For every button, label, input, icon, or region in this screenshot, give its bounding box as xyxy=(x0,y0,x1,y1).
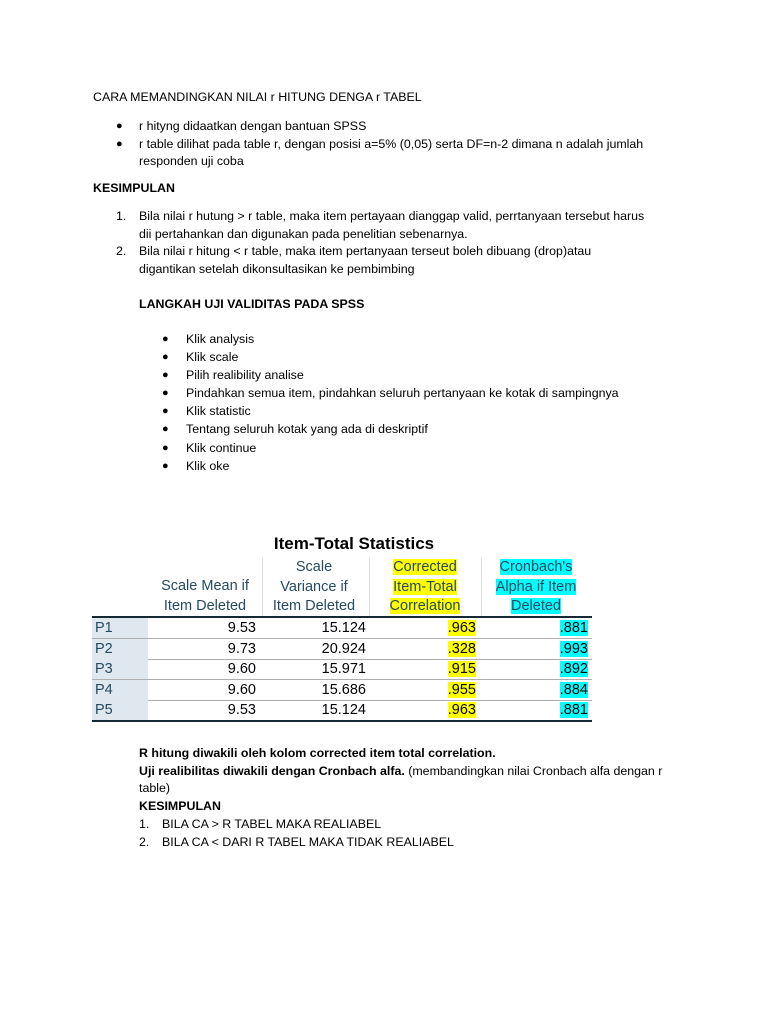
header-line-highlight: Deleted xyxy=(511,598,561,614)
row-label: P3 xyxy=(92,659,148,680)
kesimpulan-item-1: Bila nilai r hutung > r table, maka item pertayaan dianggap valid, perrtanyaan tersebut harus xyxy=(139,209,645,223)
bullet-icon: ● xyxy=(162,333,169,345)
column-divider xyxy=(262,558,263,618)
step-item: Klik scale xyxy=(186,350,239,364)
cell-variance: 15.124 xyxy=(321,702,366,718)
intro-bullet-2-cont: responden uji coba xyxy=(139,154,244,168)
cell-correlation: .915 xyxy=(447,661,476,677)
header-line-highlight: Item-Total xyxy=(393,578,457,595)
bullet-icon: ● xyxy=(116,138,123,150)
kesimpulan-heading: KESIMPULAN xyxy=(93,181,175,195)
step-item: Tentang seluruh kotak yang ada di deskriptif xyxy=(186,422,428,436)
cell-alpha: .993 xyxy=(559,640,588,657)
kesimpulan2-item-2: BILA CA < DARI R TABEL MAKA TIDAK REALIABEL xyxy=(162,835,454,849)
document-title: CARA MEMANDINGKAN NILAI r HITUNG DENGA r TABEL xyxy=(93,90,422,104)
header-line: Item Deleted xyxy=(163,597,247,614)
table-row xyxy=(92,700,592,721)
column-divider xyxy=(369,558,370,618)
step-item: Klik continue xyxy=(186,441,257,455)
cell-alpha: .881 xyxy=(559,620,588,636)
bullet-icon: ● xyxy=(162,351,169,363)
cell-correlation: .963 xyxy=(447,702,476,718)
step-item: Pindahkan semua item, pindahkan seluruh pertanyaan ke kotak di sampingnya xyxy=(186,386,619,400)
list-number: 1. xyxy=(116,209,127,223)
cell-correlation: .963 xyxy=(447,620,476,636)
table-row xyxy=(92,618,592,639)
row-label: P2 xyxy=(92,639,148,660)
bullet-icon: ● xyxy=(162,387,169,399)
header-line-highlight: Cronbach's xyxy=(499,559,573,575)
intro-bullet-2: r table dilihat pada table r, dengan posisi a=5% (0,05) serta DF=n-2 dimana n adalah jumlah xyxy=(139,137,644,151)
cell-variance: 15.686 xyxy=(321,681,366,698)
table-title: Item-Total Statistics xyxy=(273,534,435,553)
bullet-icon: ● xyxy=(162,442,169,454)
bullet-icon: ● xyxy=(116,120,123,132)
header-line: Variance if xyxy=(280,578,348,595)
header-scale-mean xyxy=(150,577,260,616)
note-realibilitas-bold: Uji realibilitas diwakili dengan Cronbach alfa. xyxy=(139,764,405,778)
header-line-highlight: Corrected xyxy=(393,559,457,575)
table-row xyxy=(92,639,592,660)
cell-mean: 9.60 xyxy=(227,661,256,677)
intro-bullet-1: r hityng didaatkan dengan bantuan SPSS xyxy=(139,119,367,133)
step-item: Pilih realibility analise xyxy=(186,368,304,382)
header-corrected-correlation xyxy=(370,558,480,617)
cell-correlation: .328 xyxy=(447,640,476,657)
step-item: Klik analysis xyxy=(186,332,255,346)
note-realibilitas-rest: (membandingkan nilai Cronbach alfa dengan r xyxy=(404,764,663,778)
cell-correlation: .955 xyxy=(447,681,476,698)
bullet-icon: ● xyxy=(162,460,169,472)
header-line: Scale Mean if xyxy=(161,578,249,594)
kesimpulan-item-2: Bila nilai r hitung < r table, maka item pertanyaan terseut boleh dibuang (drop)atau xyxy=(139,244,592,258)
table-row xyxy=(92,659,592,680)
cell-mean: 9.60 xyxy=(227,681,256,698)
cell-alpha: .892 xyxy=(559,661,588,677)
list-number: 1. xyxy=(139,817,150,831)
note-realibilitas-cont: table) xyxy=(139,781,170,795)
note-r-hitung: R hitung diwakili oleh kolom corrected item total correlation. xyxy=(139,746,496,760)
cell-mean: 9.53 xyxy=(227,620,256,636)
bullet-icon: ● xyxy=(162,423,169,435)
header-line: Item Deleted xyxy=(272,598,356,614)
cell-mean: 9.53 xyxy=(227,702,256,718)
column-divider xyxy=(481,558,482,618)
bullet-icon: ● xyxy=(162,405,169,417)
header-line-highlight: Alpha if Item xyxy=(495,578,577,595)
row-label: P4 xyxy=(92,680,148,701)
cell-variance: 15.124 xyxy=(321,620,366,636)
step-item: Klik oke xyxy=(186,459,230,473)
cell-alpha: .884 xyxy=(559,681,588,698)
step-item: Klik statistic xyxy=(186,404,251,418)
list-number: 2. xyxy=(116,244,127,258)
kesimpulan2-heading: KESIMPULAN xyxy=(139,799,221,813)
kesimpulan2-item-1: BILA CA > R TABEL MAKA REALIABEL xyxy=(162,817,382,831)
header-line-highlight: Correlation xyxy=(389,598,461,614)
cell-variance: 15.971 xyxy=(321,661,366,677)
list-number: 2. xyxy=(139,835,150,849)
kesimpulan-item-2-cont: digantikan setelah dikonsultasikan ke pembimbing xyxy=(139,262,415,276)
cell-mean: 9.73 xyxy=(227,640,256,657)
table-bottom-rule xyxy=(92,720,592,722)
cell-alpha: .881 xyxy=(559,702,588,718)
table-row xyxy=(92,680,592,701)
bullet-icon: ● xyxy=(162,369,169,381)
kesimpulan-item-1-cont: dii pertahankan dan digunakan pada penelitian sebenarnya. xyxy=(139,227,468,241)
langkah-heading: LANGKAH UJI VALIDITAS PADA SPSS xyxy=(139,297,365,311)
row-label: P1 xyxy=(92,618,148,639)
header-scale-variance xyxy=(262,558,366,617)
header-cronbach-alpha xyxy=(484,558,588,617)
row-label: P5 xyxy=(92,700,148,721)
note-realibilitas xyxy=(139,763,662,779)
header-line: Scale xyxy=(295,559,333,575)
cell-variance: 20.924 xyxy=(321,640,366,657)
